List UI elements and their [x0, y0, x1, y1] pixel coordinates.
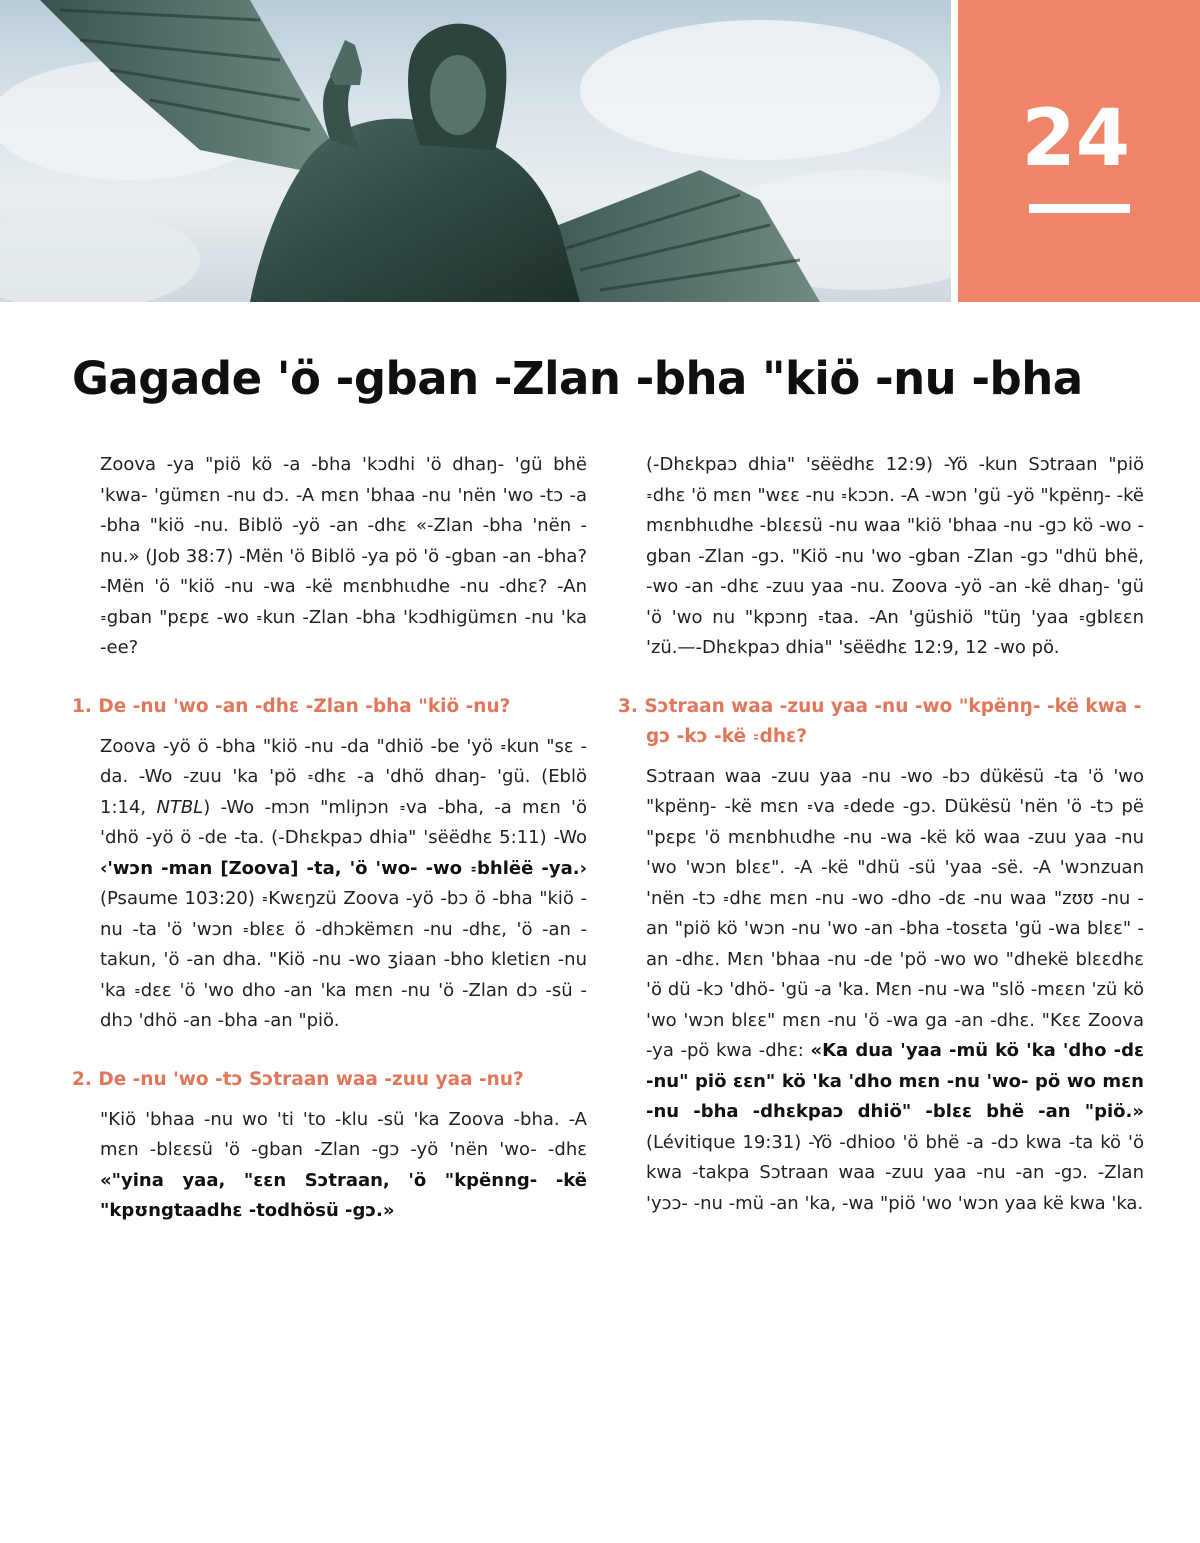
q3-text-1: Sɔtraan waa -zuu yaa -nu -wo -bɔ dükësü -ta 'ö 'wo "kpënŋ- -kë mɛn ꞊va ꞊dede -gɔ. Dükësü 'nën 'ö -tɔ pë "pɛpɛ 'ö mɛnbhɩɩdhe -nu -wa -kë kö waa -zuu yaa -nu 'wo 'wɔn blɛɛ". -A -kë "dhü -sü 'yaa -së. -A 'wɔnzuan 'nën -tɔ ꞊dhɛ mɛn -nu -wo -dho -dɛ -nu waa "zʊʊ -nu -an "piö kö 'wɔn -nu 'wo -an -bha -tosɛta 'gü -wa blɛɛ" -an -dhɛ. Mɛn 'bhaa -nu -de 'pö -wo wo "dhekë blɛɛdhɛ 'ö dü -kɔ 'dhö- 'gü -a 'ka. Mɛn -nu -wa "slö -mɛɛn 'zü kö 'wo 'wɔn blɛɛ" mɛn -nu 'ö -wa ga -an -dhɛ. "Kɛɛ Zoova -ya -pö kwa -dhɛ:	[646, 765, 1144, 1061]
question-2-answer-continued: (-Dhɛkpaɔ dhia" 'sëëdhɛ 12:9) -Yö -kun Sɔtraan "piö ꞊dhɛ 'ö mɛn "wɛɛ -nu ꞊kɔɔn. -A -wɔn 'gü -yö "kpënŋ- -kë mɛnbhɩɩdhe -blɛɛsü -nu waa "kiö 'bhaa -nu -gɔ kö -wo -gban -Zlan -gɔ. "Kiö -nu 'wo -gban -Zlan -gɔ "dhü bhë, -wo -an -dhɛ -zuu yaa -nu. Zoova -yö -an -kë dhaŋ- 'gü 'ö 'wo nu "kpɔnŋ ꞊taa. -An 'güshiö "tüŋ 'yaa ꞊gblɛɛn 'zü.—-Dhɛkpaɔ dhia" 'sëëdhɛ 12:9, 12 -wo pö.	[646, 454, 1144, 658]
q3-scripture-quote: «Ka dua 'yaa -mü kö 'ka 'dho -dɛ -nu" piö ɛɛn" kö 'ka 'dho mɛn -nu 'wo- pö wo mɛn -nu -bha -dhɛkpaɔ dhiö" -blɛɛ bhë -an "piö.»	[646, 1040, 1144, 1122]
q1-scripture-quote: ‹'wɔn -man [Zoova] -ta, 'ö 'wo- -wo ꞊bhlëë -ya.›	[100, 857, 587, 879]
right-column-content	[618, 450, 1144, 1247]
q1-bible-version: NTBL	[156, 796, 204, 818]
question-3-answer	[618, 762, 1144, 1220]
q3-text-2: (Lévitique 19:31) -Yö -dhioo 'ö bhë -a -dɔ kwa -ta kö 'ö kwa -takpa Sɔtraan waa -zuu yaa -nu -an -gɔ. -Zlan 'yɔɔ- -nu -mü -an 'ka, -wa "piö 'wo 'wɔn yaa kë kwa 'ka.	[646, 1131, 1144, 1214]
intro-paragraph: Zoova -ya "piö kö -a -bha 'kɔdhi 'ö dhaŋ- 'gü bhë 'kwa- 'gümɛn -nu dɔ. -A mɛn 'bhaa -nu 'nën 'wo -tɔ -a -bha "kiö -nu. Biblö -yö -an -dhɛ «-Zlan -bha 'nën -nu.» (Job 38:7) -Mën 'ö Biblö -ya pö 'ö -gban -an -bha? -Mën 'ö "kiö -nu -wa -kë mɛnbhɩɩdhe -nu -dhɛ? -An ꞊gban "pɛpɛ -wo ꞊kun -Zlan -bha 'kɔdhigümɛn -nu 'ka -ee?	[100, 454, 587, 658]
question-1-heading: 1. De -nu 'wo -an -dhɛ -Zlan -bha "kiö -nu?	[72, 695, 511, 717]
question-2-heading: 2. De -nu 'wo -tɔ Sɔtraan waa -zuu yaa -nu?	[72, 1068, 524, 1090]
q2-scripture-quote: «"yina yaa, "ɛɛn Sɔtraan, 'ö "kpënng- -kë "kpʊngtaadhɛ -todhösü -gɔ.»	[100, 1169, 587, 1221]
question-3-heading: 3. Sɔtraan waa -zuu yaa -nu -wo "kpënŋ- -kë kwa -gɔ -kɔ -kë ꞊dhɛ?	[618, 695, 1142, 747]
q1-text-1: Zoova -yö ö -bha "kiö -nu -da "dhiö -be 'yö ꞊kun "sɛ -da. -Wo -zuu 'ka 'pö ꞊dhɛ -a 'dhö dhaŋ- 'gü. (Eblö 1:14,	[100, 735, 587, 818]
hero-image	[0, 0, 951, 302]
question-1-answer	[72, 732, 587, 1037]
q1-text-2: ) -Wo -mɔn "mliɲɔn ꞊va -bha, -a mɛn 'ö 'dhö -yö ö -de -ta. (-Dhɛkpaɔ dhia" 'sëëdhɛ 5:11) -Wo	[100, 796, 587, 848]
angel-statue-illustration	[0, 0, 951, 302]
q2-text-1: "Kiö 'bhaa -nu wo 'ti 'to -klu -sü 'ka Zoova -bha. -A mɛn -blɛɛsü 'ö -gban -Zlan -gɔ -yö 'nën 'wo- -dhɛ	[100, 1108, 587, 1160]
q1-text-3: (Psaume 103:20) ꞊Kwɛŋzü Zoova -yö -bɔ ö -bha "kiö -nu -ta 'ö 'wɔn ꞊blɛɛ ö -dhɔkëmɛn -nu -dhɛ, 'ö -an -takun, 'ö -an dha. "Kiö -nu -wo ʒiaan -bho kletiɛn -nu 'ka ꞊dɛɛ 'ö 'wo dho -an 'ka mɛn -nu 'ö -Zlan dɔ -sü -dhɔ 'dhö -an -bha -an "piö.	[100, 888, 587, 1031]
left-column	[72, 450, 587, 1255]
question-2-answer	[72, 1105, 587, 1227]
lesson-number: 24	[1021, 94, 1130, 184]
lesson-number-underline	[1029, 204, 1130, 213]
page-title: Gagade 'ö -gban -Zlan -bha "kiö -nu -bha	[72, 352, 1083, 405]
